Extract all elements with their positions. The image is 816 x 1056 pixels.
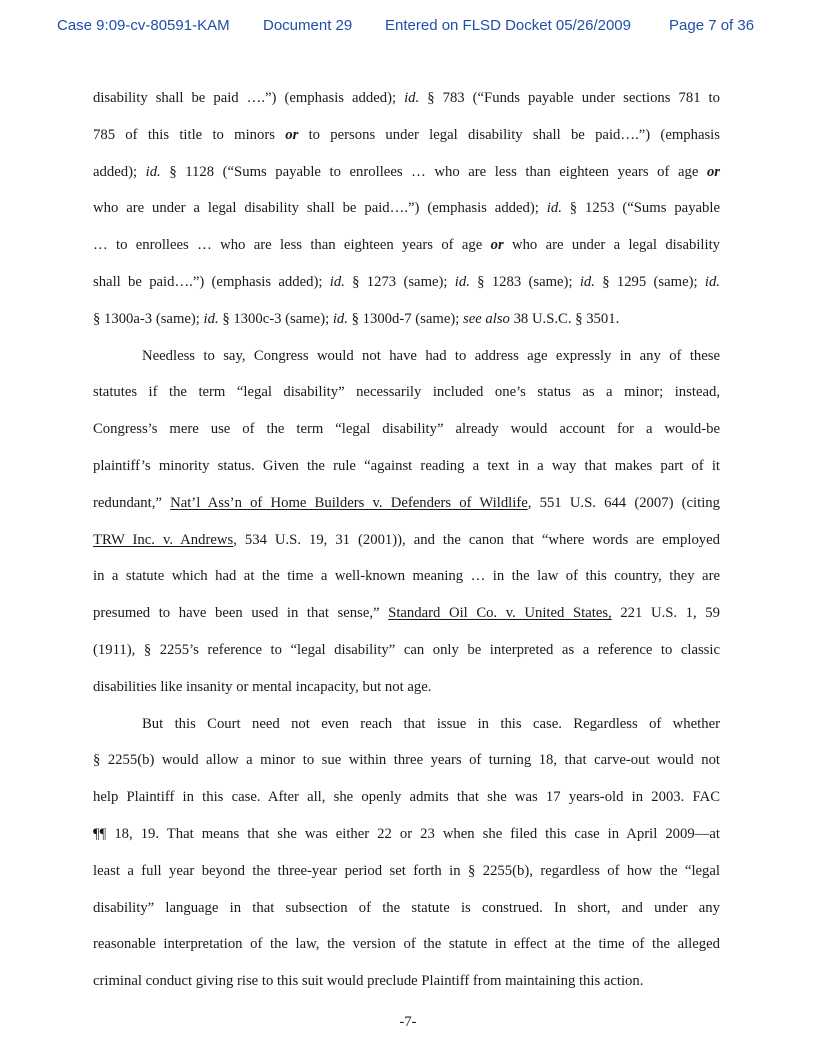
text-run: id. (145, 163, 161, 180)
text-run: least a full year beyond the three-year period set forth in § 2255(b), regardless of how the “legal (93, 862, 720, 879)
text-line (93, 566, 720, 586)
text-run: § 1283 (same); (469, 274, 580, 290)
text-line (93, 934, 720, 954)
text-run: § 1128 (“Sums payable to enrollees … who are less than eighteen years of age (160, 163, 707, 180)
text-line (93, 750, 720, 770)
text-run: Congress’s mere use of the term “legal disability” already would account for a would-be (93, 421, 720, 438)
text-run: disability” language in that subsection of the statute is construed. In short, and under any (93, 899, 720, 916)
page-indicator: Page 7 of 36 (669, 17, 755, 34)
text-line (93, 493, 720, 513)
case-citation: TRW Inc. v. Andrews (93, 531, 234, 548)
text-run: to persons under legal disability shall be paid….”) (emphasis (298, 126, 720, 143)
text-run: shall be paid….”) (emphasis added); (93, 274, 330, 290)
docket-entry: Entered on FLSD Docket 05/26/2009 (385, 17, 631, 34)
case-number: Case 9:09-cv-80591-KAM (57, 17, 230, 34)
text-line (93, 677, 431, 697)
text-line (93, 603, 720, 623)
text-line (93, 419, 720, 439)
text-run: id. (546, 200, 562, 217)
text-line (93, 162, 720, 182)
text-run: criminal conduct giving rise to this suit would preclude Plaintiff from maintaining this action. (93, 973, 644, 990)
text-line (93, 824, 720, 844)
text-run: id. (332, 310, 348, 327)
text-run: disabilities like insanity or mental incapacity, but not age. (93, 678, 432, 695)
text-line (93, 382, 720, 402)
text-line (142, 714, 720, 734)
text-run: , 534 U.S. 19, 31 (2001)), and the canon that “where words are employed (233, 531, 720, 548)
text-run: … to enrollees … who are less than eighteen years of age (93, 237, 491, 254)
text-run: § 2255(b) would allow a minor to sue within three years of turning 18, that carve-out would not (93, 752, 720, 769)
text-run: id. (203, 310, 219, 327)
text-run: plaintiff’s minority status. Given the rule “against reading a text in a way that makes part of it (93, 458, 720, 474)
text-line (93, 530, 720, 550)
text-line (93, 88, 720, 108)
text-run: § 1300d-7 (same); (347, 310, 463, 327)
text-line (93, 898, 720, 918)
text-run: or (706, 163, 720, 180)
text-run: § 1273 (same); (344, 274, 455, 290)
text-run: id. (454, 274, 470, 290)
text-run: disability shall be paid ….”) (emphasis added); (93, 90, 405, 106)
text-run: § 1300c-3 (same); (218, 310, 333, 327)
text-run: But this Court need not even reach that issue in this case. Regardless of whether (142, 715, 720, 732)
case-citation: Standard Oil Co. v. United States, (388, 605, 612, 622)
text-line (93, 198, 720, 218)
text-run: reasonable interpretation of the law, the version of the statute in effect at the time of the alleged (93, 936, 720, 953)
text-run: § 1300a-3 (same); (93, 310, 204, 327)
text-run: help Plaintiff in this case. After all, she openly admits that she was 17 years-old in 2003. FAC (93, 789, 720, 806)
text-run: id. (404, 90, 420, 106)
text-line (93, 861, 720, 881)
text-run: 785 of this title to minors (93, 126, 286, 143)
text-run: , 551 U.S. 644 (2007) (citing (527, 494, 720, 511)
text-run: Needless to say, Congress would not have had to address age expressly in any of these (142, 347, 720, 364)
text-run: ¶¶ 18, 19. That means that she was either 22 or 23 when she filed this case in April 2009—at (93, 826, 720, 842)
text-run: id. (329, 274, 345, 290)
text-run: or (490, 237, 504, 254)
text-run: § 1295 (same); (594, 274, 705, 290)
text-run: added); (93, 163, 146, 180)
text-run: presumed to have been used in that sense,” (93, 605, 389, 622)
case-citation: Nat’l Ass’n of Home Builders v. Defenders of Wildlife (170, 494, 528, 511)
text-line (93, 235, 720, 255)
text-run: in a statute which had at the time a well-known meaning … in the law of this country, they are (93, 568, 720, 585)
text-run: who are under a legal disability (503, 237, 720, 254)
page-number: -7- (399, 1014, 417, 1030)
text-run: § 783 (“Funds payable under sections 781 to (419, 90, 720, 106)
text-line (93, 309, 619, 329)
document-number: Document 29 (263, 17, 353, 34)
text-run: id. (704, 274, 720, 290)
docket-header (0, 17, 816, 39)
text-line (93, 125, 720, 145)
text-line (93, 787, 720, 807)
text-run: statutes if the term “legal disability” necessarily included one’s status as a minor; instead, (93, 384, 720, 401)
text-run: id. (579, 274, 595, 290)
text-line (93, 272, 720, 292)
text-run: see also (462, 310, 510, 327)
text-line (93, 640, 720, 660)
text-run: 38 U.S.C. § 3501. (509, 310, 620, 327)
text-run: redundant,” (93, 494, 171, 511)
text-line (142, 346, 720, 366)
text-run: or (285, 126, 299, 143)
text-run: who are under a legal disability shall be paid….”) (emphasis added); (93, 200, 547, 217)
text-run: (1911), § 2255’s reference to “legal disability” can only be interpreted as a reference to classic (93, 642, 720, 658)
text-run: 221 U.S. 1, 59 (611, 605, 720, 622)
text-line (93, 456, 720, 476)
text-run: § 1253 (“Sums payable (561, 200, 721, 217)
text-line (93, 971, 643, 991)
